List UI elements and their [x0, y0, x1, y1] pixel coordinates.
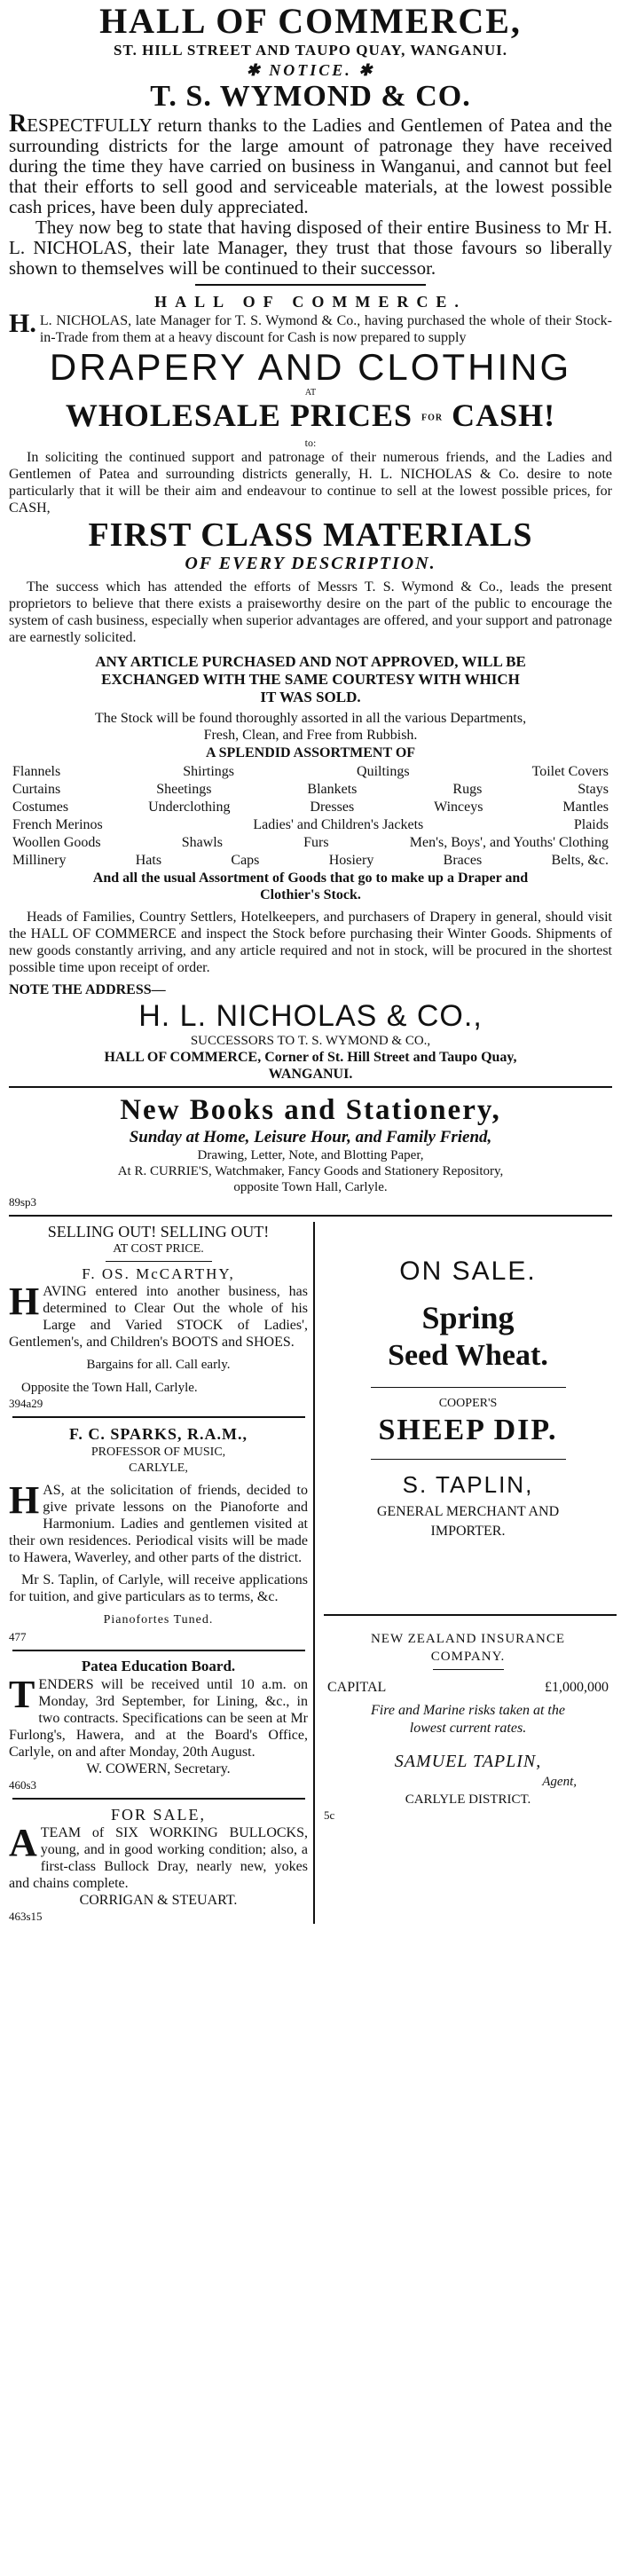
- assortment-item: Men's, Boys', and Youths' Clothing: [409, 834, 609, 850]
- selling-opp: Opposite the Town Hall, Carlyle.: [21, 1380, 198, 1395]
- usual-assortment: And all the usual Assortment of Goods that go to make up a Draper and Clothier's Stock.: [92, 870, 529, 902]
- assortment-item: Flannels: [12, 763, 61, 779]
- newspaper-page: [9, 0, 612, 1924]
- onsale-seed: Seed Wheat.: [388, 1338, 548, 1372]
- nzi-title-1: NEW ZEALAND INSURANCE: [370, 1631, 566, 1646]
- nzi-ref: 5c: [324, 1808, 335, 1822]
- note-address: NOTE THE ADDRESS—: [9, 981, 166, 997]
- assortment-row: [12, 763, 609, 781]
- assortment-item: Mantles: [562, 799, 609, 815]
- nicholas-para-1: H. L. NICHOLAS, late Manager for T. S. Wymond & Co., having purchased the whole of their Stock-in-Trade from them at a heavy discount for Cash is now prepared to supply: [9, 309, 612, 345]
- wanganui: WANGANUI.: [268, 1066, 353, 1082]
- nzi-agent: Agent,: [542, 1774, 577, 1789]
- for-sale-advert: [9, 1805, 308, 1924]
- assortment-item: French Merinos: [12, 816, 103, 832]
- sparks-taplin: Mr S. Taplin, of Carlyle, will receive applications for tuition, and give particulars as to terms, &c.: [9, 1572, 308, 1604]
- wymond-para-1: RESPECTFULLY return thanks to the Ladies and Gentlemen of Patea and the surrounding districts for the large amount of patronage they have received during the time they have carried on business in Wanganui, and cannot but feel that their efforts to sell good and serviceable materials, at the lowest possible cash prices, have been duly appreciated.: [9, 110, 612, 217]
- first-class-heading: FIRST CLASS MATERIALS: [88, 516, 533, 554]
- assortment-item: Shawls: [181, 834, 223, 850]
- sparks-body: HAS, at the solicitation of friends, decided to give private lessons on the Pianoforte and Harmonium. Ladies and gentlemen visited at their own residences. Periodical visits will be made to Hawera, Waverley, and other parts of the district.: [9, 1477, 308, 1565]
- divider: [433, 1669, 504, 1670]
- assortment-item: Belts, &c.: [551, 852, 609, 868]
- divider: [371, 1459, 566, 1460]
- assortment-item: Plaids: [573, 816, 609, 832]
- left-column: [9, 1222, 315, 1924]
- capital-label: CAPITAL: [327, 1679, 387, 1695]
- nzi-risks-2: lowest current rates.: [409, 1720, 527, 1736]
- divider: [195, 284, 426, 286]
- assortment-item: Toilet Covers: [531, 763, 609, 779]
- forsale-ref: 463s15: [9, 1909, 43, 1923]
- divider: [12, 1798, 305, 1800]
- sparks-prof: PROFESSOR OF MUSIC,: [90, 1445, 226, 1459]
- successors: SUCCESSORS TO T. S. WYMOND & CO.,: [190, 1033, 431, 1048]
- assortment-item: Underclothing: [148, 799, 231, 815]
- nzi-name: SAMUEL TAPLIN,: [394, 1751, 542, 1771]
- nicholas-para-4: Heads of Families, Country Settlers, Hotelkeepers, and purchasers of Drapery in general, should visit the HALL OF COMMERCE and inspect the Stock before purchasing their Winter Goods. Shipments of new goods constantly arriving, and any article required and not in stock, will be procured in the shortest possible time upon receipt of order.: [9, 909, 612, 975]
- selling-title: SELLING OUT! SELLING OUT!: [47, 1222, 270, 1241]
- exchange-notice: ANY ARTICLE PURCHASED AND NOT APPROVED, WILL BE EXCHANGED WITH THE SAME COURTESY WITH WHICH IT WAS SOLD.: [95, 652, 526, 705]
- assortment-item: Ladies' and Children's Jackets: [253, 816, 424, 832]
- at-label: AT: [304, 388, 317, 398]
- assortment-item: Quiltings: [357, 763, 410, 779]
- divider: [106, 1261, 212, 1262]
- wymond-notice: [9, 0, 612, 279]
- nzi-capital: [324, 1679, 612, 1697]
- assortment-item: Sheetings: [156, 781, 212, 797]
- notice-heading: ✱ NOTICE. ✱: [246, 61, 375, 79]
- patea-ref: 460s3: [9, 1777, 37, 1792]
- assortment-item: Curtains: [12, 781, 61, 797]
- nzi-risks-1: Fire and Marine risks taken at the: [371, 1702, 565, 1718]
- wymond-firm: T. S. WYMOND & CO.: [150, 80, 471, 113]
- capital-value: £1,000,000: [545, 1679, 609, 1695]
- drapery-heading: DRAPERY AND CLOTHING: [49, 346, 572, 388]
- assortment-item: Costumes: [12, 799, 69, 815]
- forsale-sig: CORRIGAN & STEUART.: [79, 1892, 238, 1908]
- divider: [371, 1387, 566, 1388]
- divider: [9, 1215, 612, 1217]
- sparks-tuned: Pianofortes Tuned.: [103, 1612, 214, 1627]
- divider: [12, 1650, 305, 1651]
- assortment-row: [12, 816, 609, 834]
- divider: [12, 1416, 305, 1418]
- selling-body: HAVING entered into another business, has determined to Clear Out the whole of his Large and Varied STOCK of Ladies', Gentlemen's, and Children's BOOTS and SHOES.: [9, 1279, 308, 1350]
- assortment-row: [12, 834, 609, 852]
- dropcap-r: R: [9, 110, 28, 138]
- separator: to:: [304, 436, 317, 449]
- divider: [324, 1614, 617, 1616]
- assortment-list: [9, 763, 612, 870]
- s-taplin: S. TAPLIN,: [402, 1470, 534, 1498]
- assortment-item: Hats: [135, 852, 162, 868]
- assortment-item: Braces: [443, 852, 483, 868]
- mccarthy-name: F. OS. McCARTHY,: [82, 1264, 235, 1282]
- selling-ref: 394a29: [9, 1396, 43, 1410]
- patea-sig: W. COWERN, Secretary.: [86, 1761, 231, 1776]
- assortment-item: Hosiery: [328, 852, 374, 868]
- coopers: COOPER'S: [438, 1396, 498, 1410]
- assortment-item: Woollen Goods: [12, 834, 101, 850]
- assortment-item: Millinery: [12, 852, 67, 868]
- hall-address: ST. HILL STREET AND TAUPO QUAY, WANGANUI.: [114, 42, 507, 59]
- selling-bargains: Bargains for all. Call early.: [86, 1357, 231, 1372]
- sparks-name: F. C. SPARKS, R.A.M.,: [68, 1424, 248, 1443]
- onsale-title: ON SALE.: [399, 1256, 537, 1286]
- assortment-item: Furs: [303, 834, 329, 850]
- nzi-district: CARLYLE DISTRICT.: [405, 1792, 531, 1807]
- books-at: At R. CURRIE'S, Watchmaker, Fancy Goods and Stationery Repository,: [117, 1163, 504, 1178]
- selling-out-advert: [9, 1222, 308, 1411]
- assortment-item: Caps: [231, 852, 260, 868]
- sheep-dip: SHEEP DIP.: [378, 1413, 558, 1446]
- dropcap-h: H.: [9, 309, 36, 338]
- sparks-place: CARLYLE,: [129, 1461, 188, 1475]
- hall2-title: HALL OF COMMERCE.: [154, 293, 467, 311]
- patea-title: Patea Education Board.: [81, 1657, 236, 1674]
- forsale-title: FOR SALE,: [110, 1805, 206, 1824]
- splendid-heading: A SPLENDID ASSORTMENT OF: [205, 744, 416, 760]
- patea-board-advert: [9, 1657, 308, 1792]
- assortment-item: Blankets: [307, 781, 358, 797]
- corner-address: HALL OF COMMERCE, Corner of St. Hill Street and Taupo Quay,: [104, 1049, 517, 1065]
- onsale-spring: Spring: [421, 1299, 515, 1335]
- wholesale-heading: WHOLESALE PRICES FOR CASH!: [65, 398, 556, 433]
- nz-insurance-advert: [324, 1621, 612, 1823]
- divider: [9, 1086, 612, 1088]
- assortment-row: [12, 781, 609, 799]
- right-column: [315, 1222, 612, 1924]
- assortment-item: Shirtings: [183, 763, 235, 779]
- books-sub: Sunday at Home, Leisure Hour, and Family Friend,: [129, 1127, 492, 1146]
- assortment-item: Winceys: [434, 799, 483, 815]
- books-title: New Books and Stationery,: [120, 1093, 501, 1126]
- nicholas-advert: [9, 291, 612, 1083]
- stock-notice: The Stock will be found thoroughly assorted in all the various Departments, Fresh, Clean, and Free from Rubbish.: [94, 710, 527, 743]
- assortment-item: Dresses: [310, 799, 355, 815]
- books-ref: 89sp3: [9, 1194, 37, 1209]
- assortment-row: [12, 852, 609, 870]
- on-sale-advert: [324, 1222, 612, 1541]
- assortment-item: Stays: [578, 781, 609, 797]
- nicholas-name: H. L. NICHOLAS & CO.,: [138, 998, 483, 1033]
- general-merchant: GENERAL MERCHANT AND: [376, 1503, 560, 1519]
- hall-title: HALL OF COMMERCE,: [99, 1, 522, 41]
- selling-cost: AT COST PRICE.: [113, 1241, 204, 1256]
- forsale-body: ATEAM of SIX WORKING BULLOCKS, young, and in good working condition; also, a first-class Bullock Dray, nearly new, yokes and chains complete.: [9, 1820, 308, 1891]
- books-opp: opposite Town Hall, Carlyle.: [233, 1179, 388, 1194]
- sparks-ref: 477: [9, 1629, 27, 1643]
- two-column-section: [9, 1222, 612, 1924]
- nicholas-para-2: In soliciting the continued support and patronage of their numerous friends, and the Ladies and Gentlemen of Patea and surrounding districts generally, H. L. NICHOLAS & Co. desire to note particularly that it will be their aim and endeavour to continue to sell at the lowest possible prices, for CASH,: [9, 449, 612, 516]
- every-description: OF EVERY DESCRIPTION.: [185, 553, 436, 573]
- assortment-row: [12, 799, 609, 816]
- books-advert: [9, 1093, 612, 1209]
- nzi-title-2: COMPANY.: [430, 1649, 506, 1664]
- nicholas-para-3: The success which has attended the efforts of Messrs T. S. Wymond & Co., leads the present proprietors to believe that there exists a praiseworthy desire on the part of the public to encourage the system of cash business, especially when superior advantages are offered, and your support and patronage are earnestly solicited.: [9, 579, 612, 645]
- sparks-advert: [9, 1423, 308, 1644]
- books-paper: Drawing, Letter, Note, and Blotting Paper,: [197, 1147, 424, 1162]
- assortment-item: Rugs: [452, 781, 483, 797]
- patea-body: TENDERS will be received until 10 a.m. on Monday, 3rd September, for Lining, &c., in two contracts. Specifications can be seen at Mr Furlong's, Hawera, and at the Board's Office, Carlyle, on and after Monday, 20th August.: [9, 1672, 308, 1760]
- wymond-para-2: They now beg to state that having disposed of their entire Business to Mr H. L. NICHOLAS, their late Manager, they trust that those favours so liberally shown to themselves will be continued to their successor.: [9, 217, 612, 279]
- importer: IMPORTER.: [430, 1523, 506, 1539]
